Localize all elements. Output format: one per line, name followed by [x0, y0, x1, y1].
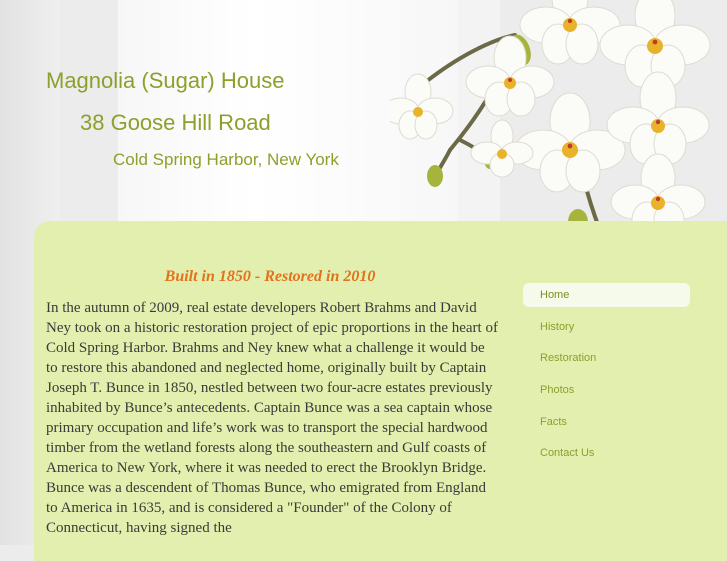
nav-item-home[interactable]: Home	[523, 283, 690, 307]
site-city: Cold Spring Harbor, New York	[113, 150, 339, 169]
nav-item-contact-us[interactable]: Contact Us	[540, 447, 595, 460]
nav-item-facts[interactable]: Facts	[540, 415, 567, 428]
article-body: In the autumn of 2009, real estate developers Robert Brahms and David Ney took on a historic restoration project of epic proportions in the heart of Cold Spring Harbor. Brahms and Ney knew what a challenge it would be to restore this abandoned and neglected home, originally built by Captain Joseph T. Bunce in 1850, nestled between two four-acre estates previously inhabited by Bunce’s antecedents. Captain Bunce was a sea captain whose primary occupation and life’s work was to transport the special hardwood timber from the wetland forests along the southeastern and Gulf coasts of America to New York, where it was needed to erect the Brooklyn Bridge. Bunce was a descendent of Thomas Bunce, who emigrated from England to America in 1635, and is considered a "Founder" of the Colony of Connecticut, having signed the	[46, 300, 498, 536]
navigation-menu	[523, 283, 690, 473]
article-heading: Built in 1850 - Restored in 2010	[164, 268, 376, 285]
nav-item-restoration[interactable]: Restoration	[540, 352, 597, 365]
site-title: Magnolia (Sugar) House	[46, 68, 285, 93]
nav-item-history[interactable]: History	[540, 320, 575, 333]
nav-item-photos[interactable]: Photos	[540, 384, 575, 397]
site-address: 38 Goose Hill Road	[80, 110, 271, 135]
